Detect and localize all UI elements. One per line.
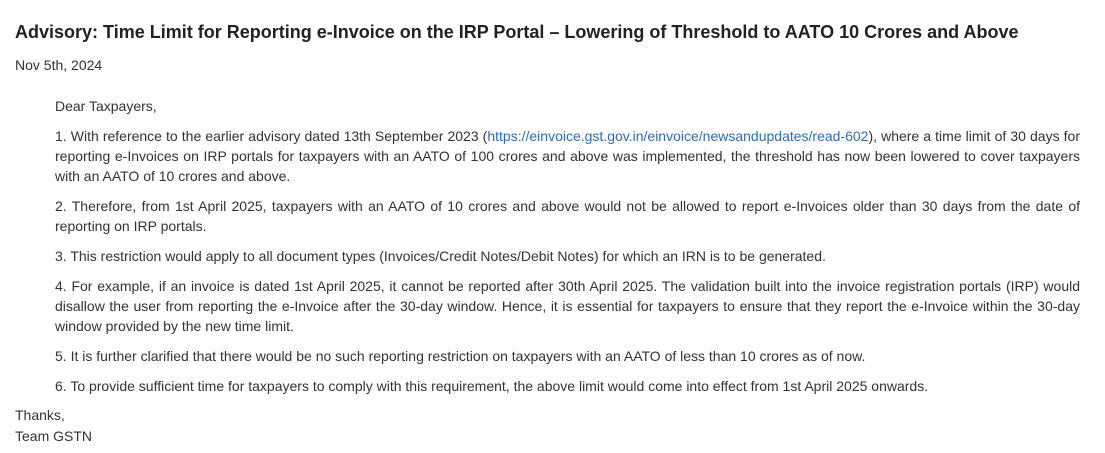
paragraph-1-text-after: ), where a time limit of 30 days for reporting e-Invoices on IRP portals for taxpayers with an AATO of 100 crores and above was implemented, the threshold has now been lowered to cover taxpayers with an AATO of 10 crores and above. xyxy=(55,128,1080,184)
advisory-body xyxy=(55,96,1080,406)
thanks-text: Thanks, xyxy=(15,407,65,423)
paragraph-5: 5. It is further clarified that there would be no such reporting restriction on taxpayers with an AATO of less than 10 crores as of now. xyxy=(55,348,866,364)
greeting: Dear Taxpayers, xyxy=(55,98,157,114)
signoff xyxy=(15,405,92,447)
advisory-title: Advisory: Time Limit for Reporting e-Invoice on the IRP Portal – Lowering of Threshold to AATO 10 Crores and Above xyxy=(15,22,1019,42)
earlier-advisory-link[interactable]: https://einvoice.gst.gov.in/einvoice/newsandupdates/read-602 xyxy=(487,128,869,144)
paragraph-1 xyxy=(55,126,1080,186)
paragraph-2: 2. Therefore, from 1st April 2025, taxpayers with an AATO of 10 crores and above would not be allowed to report e-Invoices older than 30 days from the date of reporting on IRP portals. xyxy=(55,198,1080,234)
paragraph-6: 6. To provide sufficient time for taxpayers to comply with this requirement, the above limit would come into effect from 1st April 2025 onwards. xyxy=(55,378,929,394)
paragraph-4: 4. For example, if an invoice is dated 1st April 2025, it cannot be reported after 30th April 2025. The validation built into the invoice registration portals (IRP) would disallow the user from reporting the e-Invoice after the 30-day window. Hence, it is essential for taxpayers to ensure that they report the e-Invoice within the 30-day window provided by the new time limit. xyxy=(55,278,1080,334)
team-signature: Team GSTN xyxy=(15,428,93,444)
paragraph-3: 3. This restriction would apply to all document types (Invoices/Credit Notes/Debit Notes) for which an IRN is to be generated. xyxy=(55,248,826,264)
paragraph-1-text-before: 1. With reference to the earlier advisory dated 13th September 2023 ( xyxy=(55,128,488,144)
advisory-date: Nov 5th, 2024 xyxy=(15,57,103,73)
